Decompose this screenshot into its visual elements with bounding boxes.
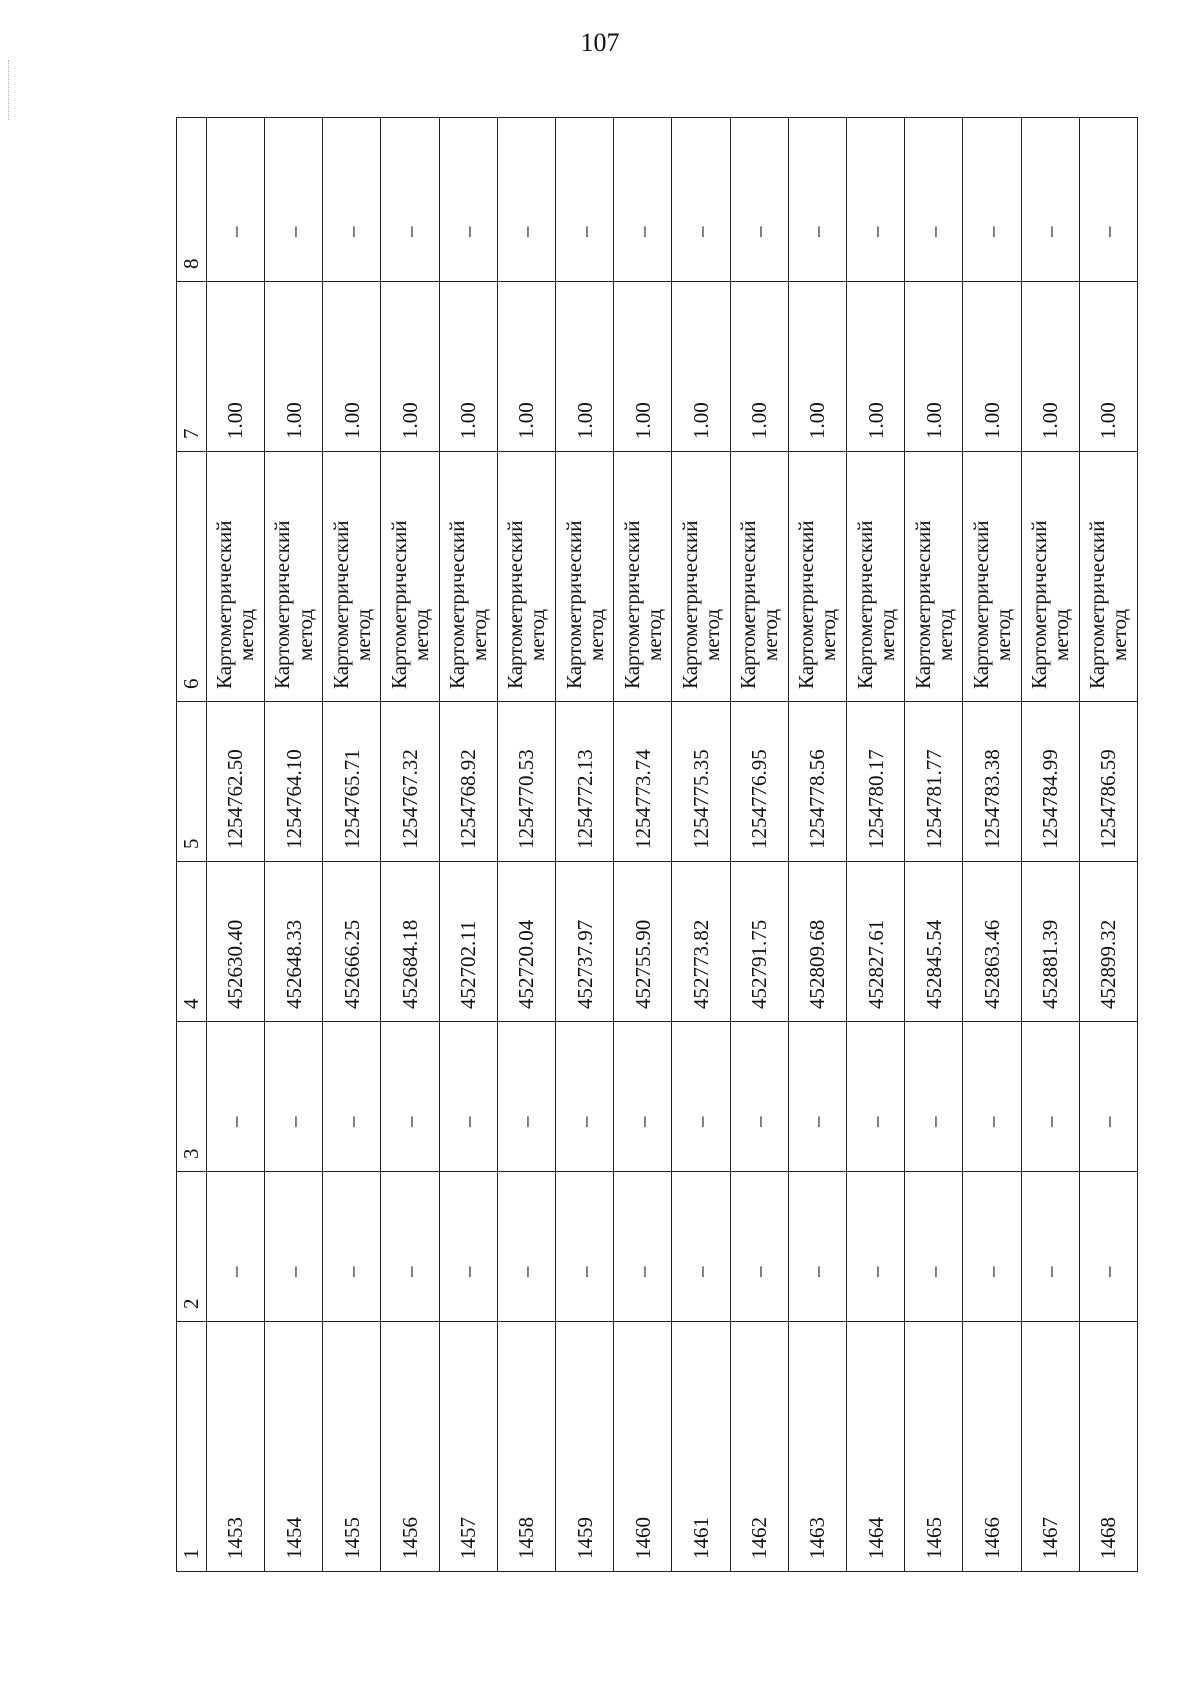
table-row [1079, 118, 1137, 1572]
table-cell-c1: 1462 [730, 1322, 788, 1572]
method-line-1: Картометрический [968, 520, 993, 689]
table-cell-c5: 1254775.35 [672, 702, 730, 862]
table-cell-c1: 1458 [497, 1322, 555, 1572]
table-cell-c1: 1464 [846, 1322, 904, 1572]
method-line-2: метод [641, 608, 666, 661]
table-cell-c1: 1467 [1021, 1322, 1079, 1572]
table-cell-method [1021, 452, 1079, 702]
table-cell-c8: – [1079, 118, 1137, 282]
method-line-2: метод [525, 608, 550, 661]
table-cell-c3: – [264, 1022, 322, 1172]
table-cell-c3: – [1079, 1022, 1137, 1172]
method-line-1: Картометрический [852, 520, 877, 689]
table-cell-c3: – [439, 1022, 497, 1172]
header-cell: 7 [177, 282, 207, 452]
method-line-2: метод [234, 608, 259, 661]
table-cell-c2: – [1079, 1172, 1137, 1322]
table-cell-c7: 1.00 [905, 282, 963, 452]
table-cell-c4: 452863.46 [963, 862, 1021, 1022]
table-cell-c3: – [614, 1022, 672, 1172]
table-cell-c4: 452881.39 [1021, 862, 1079, 1022]
table-cell-c4: 452648.33 [264, 862, 322, 1022]
method-line-1: Картометрический [1085, 520, 1110, 689]
table-cell-c7: 1.00 [264, 282, 322, 452]
method-line-2: метод [292, 608, 317, 661]
table-cell-c1: 1465 [905, 1322, 963, 1572]
table-cell-c3: – [846, 1022, 904, 1172]
table-cell-c4: 452755.90 [614, 862, 672, 1022]
table-cell-method [730, 452, 788, 702]
method-line-2: метод [699, 608, 724, 661]
table-cell-c3: – [672, 1022, 730, 1172]
table-cell-c2: – [439, 1172, 497, 1322]
table-cell-c1: 1455 [323, 1322, 381, 1572]
table-cell-c8: – [614, 118, 672, 282]
table-cell-c2: – [206, 1172, 264, 1322]
table-cell-c3: – [381, 1022, 439, 1172]
table-cell-c5: 1254776.95 [730, 702, 788, 862]
method-line-1: Картометрический [270, 520, 295, 689]
table-cell-c4: 452720.04 [497, 862, 555, 1022]
table-row [846, 118, 904, 1572]
table-row [905, 118, 963, 1572]
table-cell-c8: – [905, 118, 963, 282]
method-line-2: метод [990, 608, 1015, 661]
table-cell-method [381, 452, 439, 702]
table-row [963, 118, 1021, 1572]
page-number: 107 [580, 28, 620, 57]
table-row [264, 118, 322, 1572]
header-cell: 1 [177, 1322, 207, 1572]
table-cell-c4: 452666.25 [323, 862, 381, 1022]
table-cell-c8: – [381, 118, 439, 282]
table-cell-c8: – [788, 118, 846, 282]
table-cell-c1: 1463 [788, 1322, 846, 1572]
table-cell-c5: 1254764.10 [264, 702, 322, 862]
table-cell-c7: 1.00 [1021, 282, 1079, 452]
method-line-1: Картометрический [794, 520, 819, 689]
table-cell-method [439, 452, 497, 702]
table-cell-c1: 1468 [1079, 1322, 1137, 1572]
table-cell-c3: – [788, 1022, 846, 1172]
table-cell-c3: – [1021, 1022, 1079, 1172]
table-cell-c5: 1254780.17 [846, 702, 904, 862]
table-cell-c4: 452827.61 [846, 862, 904, 1022]
table-cell-c4: 452773.82 [672, 862, 730, 1022]
table-cell-c5: 1254762.50 [206, 702, 264, 862]
table-row [672, 118, 730, 1572]
table-cell-c1: 1456 [381, 1322, 439, 1572]
table-cell-c4: 452845.54 [905, 862, 963, 1022]
method-line-2: метод [1107, 608, 1132, 661]
table-row [381, 118, 439, 1572]
table-cell-c5: 1254768.92 [439, 702, 497, 862]
table-cell-method [323, 452, 381, 702]
method-line-1: Картометрический [503, 520, 528, 689]
table-cell-c5: 1254784.99 [1021, 702, 1079, 862]
table-cell-c8: – [264, 118, 322, 282]
table-cell-c8: – [730, 118, 788, 282]
table-cell-c1: 1460 [614, 1322, 672, 1572]
table-cell-c7: 1.00 [614, 282, 672, 452]
table-cell-c8: – [323, 118, 381, 282]
table-cell-method [497, 452, 555, 702]
table-cell-c7: 1.00 [555, 282, 613, 452]
header-cell: 5 [177, 702, 207, 862]
table-row [439, 118, 497, 1572]
method-line-2: метод [350, 608, 375, 661]
table-cell-c5: 1254767.32 [381, 702, 439, 862]
method-line-1: Картометрический [1027, 520, 1052, 689]
table-cell-c3: – [555, 1022, 613, 1172]
table-cell-c8: – [206, 118, 264, 282]
table-row [730, 118, 788, 1572]
table-row [614, 118, 672, 1572]
table-cell-c5: 1254765.71 [323, 702, 381, 862]
table-cell-c7: 1.00 [323, 282, 381, 452]
method-line-1: Картометрический [619, 520, 644, 689]
header-cell: 2 [177, 1172, 207, 1322]
table-cell-c2: – [614, 1172, 672, 1322]
method-line-1: Картометрический [677, 520, 702, 689]
coordinates-table [176, 117, 1138, 1572]
table-cell-c4: 452809.68 [788, 862, 846, 1022]
table-cell-c2: – [672, 1172, 730, 1322]
table-cell-c5: 1254778.56 [788, 702, 846, 862]
table-cell-c4: 452702.11 [439, 862, 497, 1022]
table-cell-c2: – [323, 1172, 381, 1322]
table-cell-c2: – [264, 1172, 322, 1322]
method-line-2: метод [467, 608, 492, 661]
table-cell-c7: 1.00 [730, 282, 788, 452]
table-cell-c3: – [323, 1022, 381, 1172]
table-cell-c5: 1254770.53 [497, 702, 555, 862]
table-cell-method [264, 452, 322, 702]
table-cell-c7: 1.00 [381, 282, 439, 452]
table-cell-c3: – [206, 1022, 264, 1172]
table-cell-c8: – [1021, 118, 1079, 282]
table-row [788, 118, 846, 1572]
method-line-2: метод [874, 608, 899, 661]
table-cell-c8: – [672, 118, 730, 282]
table-cell-c8: – [846, 118, 904, 282]
method-line-1: Картометрический [910, 520, 935, 689]
table-cell-c1: 1454 [264, 1322, 322, 1572]
method-line-1: Картометрический [736, 520, 761, 689]
table-cell-c1: 1461 [672, 1322, 730, 1572]
table-cell-c7: 1.00 [788, 282, 846, 452]
table-cell-method [206, 452, 264, 702]
table-cell-c1: 1459 [555, 1322, 613, 1572]
table-cell-method [1079, 452, 1137, 702]
table-row [206, 118, 264, 1572]
table-cell-method [555, 452, 613, 702]
table-cell-c3: – [497, 1022, 555, 1172]
method-line-2: метод [816, 608, 841, 661]
table-cell-c5: 1254783.38 [963, 702, 1021, 862]
table-cell-c3: – [905, 1022, 963, 1172]
table-cell-c7: 1.00 [963, 282, 1021, 452]
header-cell: 8 [177, 118, 207, 282]
table-cell-method [905, 452, 963, 702]
table-cell-c4: 452737.97 [555, 862, 613, 1022]
table-cell-c2: – [555, 1172, 613, 1322]
method-line-1: Картометрический [386, 520, 411, 689]
method-line-1: Картометрический [561, 520, 586, 689]
table-cell-c1: 1453 [206, 1322, 264, 1572]
table-cell-method [614, 452, 672, 702]
table-row [1021, 118, 1079, 1572]
table-cell-c4: 452630.40 [206, 862, 264, 1022]
table-cell-c7: 1.00 [439, 282, 497, 452]
header-cell: 4 [177, 862, 207, 1022]
table-cell-c2: – [381, 1172, 439, 1322]
table-cell-c4: 452684.18 [381, 862, 439, 1022]
table-cell-method [846, 452, 904, 702]
table-cell-c8: – [555, 118, 613, 282]
table-cell-c7: 1.00 [672, 282, 730, 452]
table-cell-c2: – [730, 1172, 788, 1322]
table-cell-method [788, 452, 846, 702]
table-cell-method [963, 452, 1021, 702]
table-row [555, 118, 613, 1572]
table-cell-c7: 1.00 [1079, 282, 1137, 452]
table-cell-c1: 1457 [439, 1322, 497, 1572]
method-line-2: метод [932, 608, 957, 661]
header-cell: 6 [177, 452, 207, 702]
scan-edge-mark [8, 60, 10, 120]
table-cell-c5: 1254781.77 [905, 702, 963, 862]
table-cell-c1: 1466 [963, 1322, 1021, 1572]
table-cell-c2: – [963, 1172, 1021, 1322]
method-line-1: Картометрический [212, 520, 237, 689]
table-cell-c2: – [1021, 1172, 1079, 1322]
table-cell-method [672, 452, 730, 702]
table-cell-c8: – [497, 118, 555, 282]
table-cell-c3: – [730, 1022, 788, 1172]
method-line-2: метод [1049, 608, 1074, 661]
table-cell-c2: – [497, 1172, 555, 1322]
table-cell-c4: 452791.75 [730, 862, 788, 1022]
method-line-2: метод [408, 608, 433, 661]
table-cell-c7: 1.00 [497, 282, 555, 452]
table-cell-c2: – [846, 1172, 904, 1322]
table-cell-c5: 1254772.13 [555, 702, 613, 862]
method-line-2: метод [758, 608, 783, 661]
table-header-row [177, 118, 207, 1572]
table-cell-c5: 1254786.59 [1079, 702, 1137, 862]
table-cell-c5: 1254773.74 [614, 702, 672, 862]
method-line-1: Картометрический [328, 520, 353, 689]
method-line-2: метод [583, 608, 608, 661]
table-cell-c8: – [439, 118, 497, 282]
table-cell-c4: 452899.32 [1079, 862, 1137, 1022]
table-row [323, 118, 381, 1572]
table-row [497, 118, 555, 1572]
table-cell-c2: – [788, 1172, 846, 1322]
coordinates-table-container [176, 118, 1138, 1572]
table-cell-c8: – [963, 118, 1021, 282]
table-cell-c3: – [963, 1022, 1021, 1172]
method-line-1: Картометрический [445, 520, 470, 689]
header-cell: 3 [177, 1022, 207, 1172]
table-cell-c2: – [905, 1172, 963, 1322]
table-cell-c7: 1.00 [206, 282, 264, 452]
table-cell-c7: 1.00 [846, 282, 904, 452]
